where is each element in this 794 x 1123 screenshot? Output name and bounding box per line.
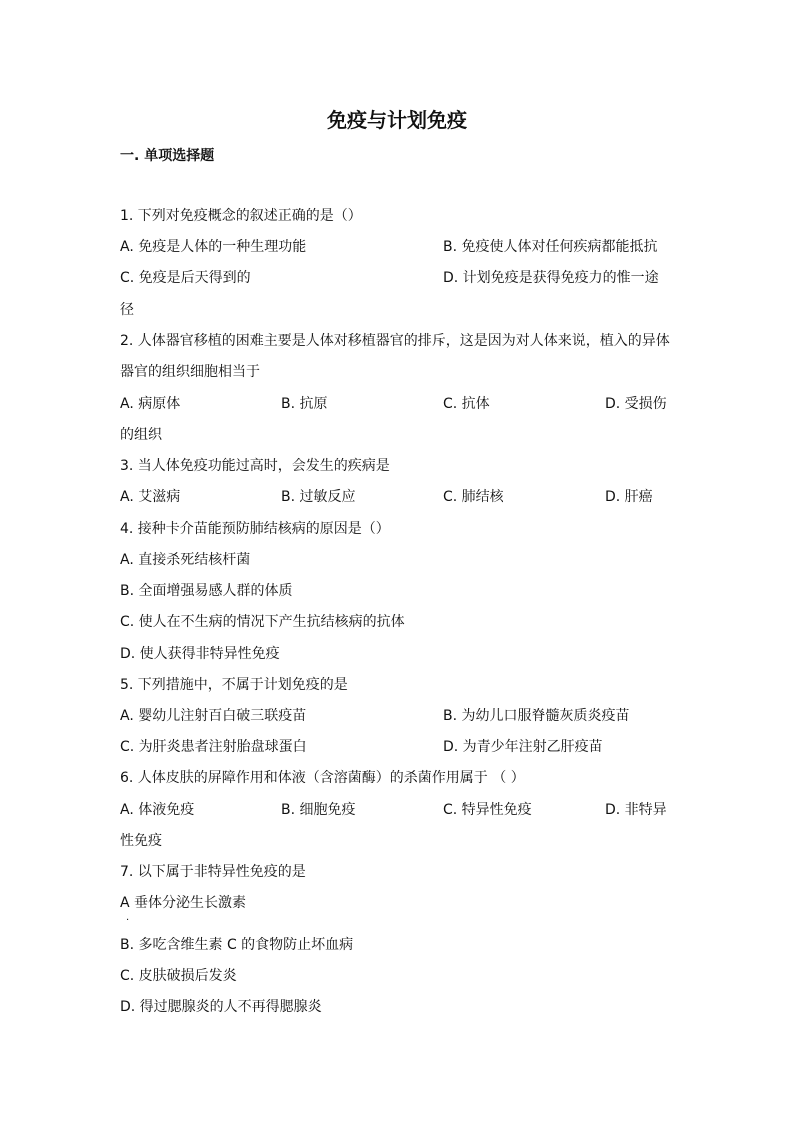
question-2-option-d-wrap: 的组织	[120, 427, 162, 443]
question-7-option-d: D. 得过腮腺炎的人不再得腮腺炎	[120, 999, 322, 1015]
question-5-stem: 5. 下列措施中，不属于计划免疫的是	[120, 677, 348, 693]
question-3-option-c: C. 肺结核	[443, 489, 504, 505]
question-4-option-a: A. 直接杀死结核杆菌	[120, 552, 251, 568]
question-7-option-a: A 垂体分泌生长激素	[120, 895, 247, 911]
section-heading: 一. 单项选择题	[120, 148, 215, 164]
question-4-option-b: B. 全面增强易感人群的体质	[120, 583, 293, 599]
question-1-option-a: A. 免疫是人体的一种生理功能	[120, 239, 307, 255]
question-1-stem: 1. 下列对免疫概念的叙述正确的是（）	[120, 208, 362, 224]
question-6-option-c: C. 特异性免疫	[443, 802, 532, 818]
question-3-option-d: D. 肝癌	[605, 489, 653, 505]
question-1-option-d-wrap: 径	[120, 302, 134, 318]
question-5-option-a: A. 婴幼儿注射百白破三联疫苗	[120, 708, 307, 724]
question-3-option-b: B. 过敏反应	[281, 489, 356, 505]
question-6-stem: 6. 人体皮肤的屏障作用和体液（含溶菌酶）的杀菌作用属于 （ ）	[120, 770, 525, 786]
question-3-option-a: A. 艾滋病	[120, 489, 181, 505]
question-2-stem-line1: 2. 人体器官移植的困难主要是人体对移植器官的排斥，这是因为对人体来说，植入的异体	[120, 333, 670, 349]
question-2-option-a: A. 病原体	[120, 396, 181, 412]
question-7-stem: 7. 以下属于非特异性免疫的是	[120, 864, 306, 880]
question-5-option-b: B. 为幼儿口服脊髓灰质炎疫苗	[443, 708, 630, 724]
question-2-option-d: D. 受损伤	[605, 396, 667, 412]
question-7-option-b: B. 多吃含维生素 C 的食物防止坏血病	[120, 937, 354, 953]
question-5-option-c: C. 为肝炎患者注射胎盘球蛋白	[120, 739, 307, 755]
question-5-option-d: D. 为青少年注射乙肝疫苗	[443, 739, 603, 755]
question-2-option-c: C. 抗体	[443, 396, 490, 412]
question-4-stem: 4. 接种卡介苗能预防肺结核病的原因是（）	[120, 521, 390, 537]
question-3-stem: 3. 当人体免疫功能过高时，会发生的疾病是	[120, 458, 390, 474]
question-6-option-b: B. 细胞免疫	[281, 802, 356, 818]
question-4-option-d: D. 使人获得非特异性免疫	[120, 646, 280, 662]
question-7-option-a-dot: .	[126, 912, 130, 923]
question-4-option-c: C. 使人在不生病的情况下产生抗结核病的抗体	[120, 614, 405, 630]
question-6-option-a: A. 体液免疫	[120, 802, 195, 818]
question-1-option-b: B. 免疫使人体对任何疾病都能抵抗	[443, 239, 658, 255]
question-2-option-b: B. 抗原	[281, 396, 328, 412]
question-1-option-c: C. 免疫是后天得到的	[120, 270, 251, 286]
question-2-stem-line2: 器官的组织细胞相当于	[120, 364, 260, 380]
page-title: 免疫与计划免疫	[327, 108, 467, 132]
question-6-option-d: D. 非特异	[605, 802, 667, 818]
question-1-option-d: D. 计划免疫是获得免疫力的惟一途	[443, 270, 659, 286]
question-6-option-d-wrap: 性免疫	[120, 833, 162, 849]
question-7-option-c: C. 皮肤破损后发炎	[120, 968, 237, 984]
